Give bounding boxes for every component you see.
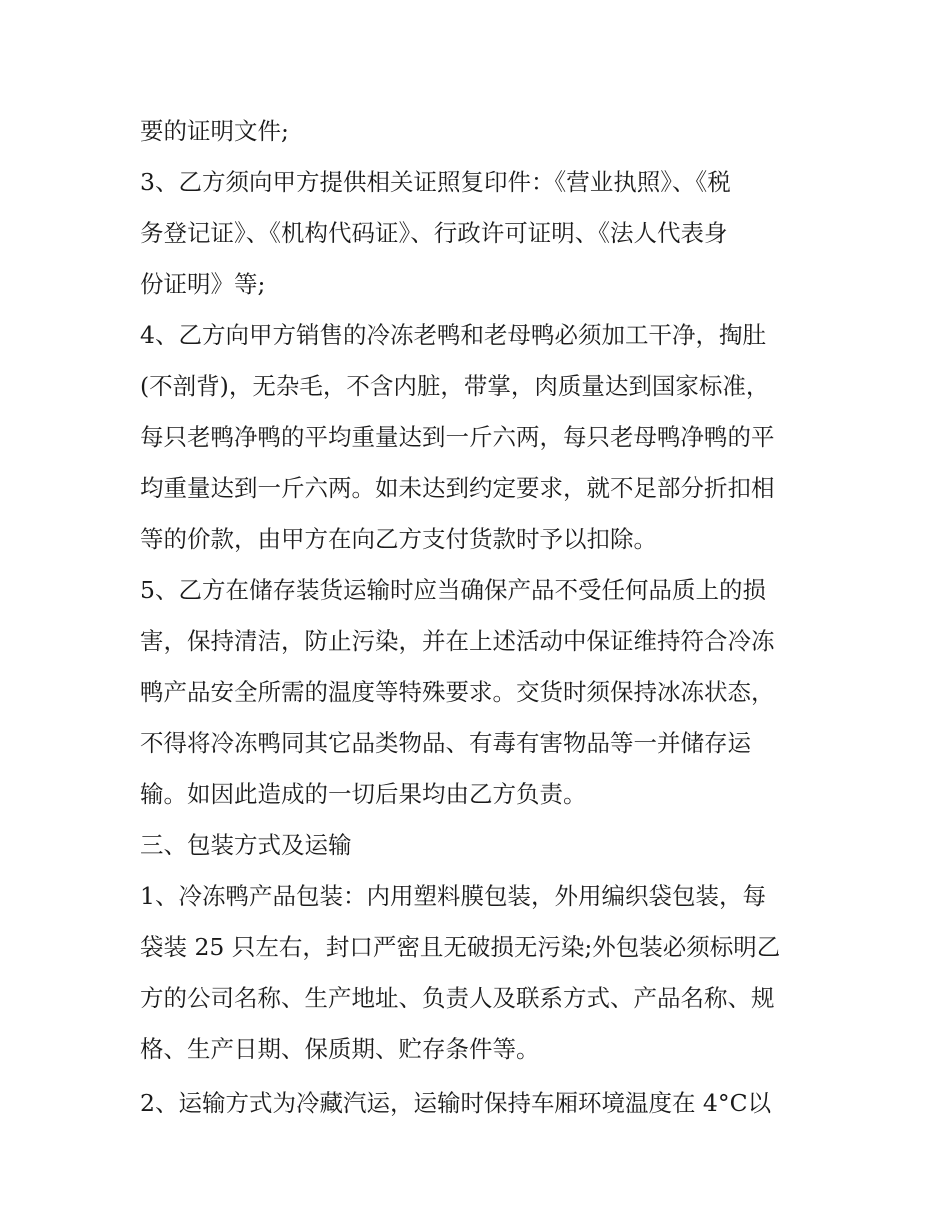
text-line: 3、乙方须向甲方提供相关证照复印件：《营业执照》、《税 <box>140 168 731 196</box>
text-line: 等的价款，由甲方在向乙方支付货款时予以扣除。 <box>140 525 657 553</box>
text-line: 鸭产品安全所需的温度等特殊要求。交货时须保持冰冻状态， <box>140 678 775 706</box>
text-line: 不得将冷冻鸭同其它品类物品、有毒有害物品等一并储存运 <box>140 729 751 757</box>
text-line: 份证明》等; <box>140 270 266 298</box>
text-line: 4、乙方向甲方销售的冷冻老鸭和老母鸭必须加工干净，掏肚 <box>140 321 766 349</box>
text-line: 5、乙方在储存装货运输时应当确保产品不受任何品质上的损 <box>140 576 766 604</box>
text-line: 害，保持清洁，防止污染，并在上述活动中保证维持符合冷冻 <box>140 627 775 655</box>
text-line: 袋装 25 只左右，封口严密且无破损无污染;外包装必须标明乙 <box>140 933 781 961</box>
text-line: 要的证明文件; <box>140 117 289 145</box>
text-line: 均重量达到一斤六两。如未达到约定要求，就不足部分折扣相 <box>140 474 775 502</box>
text-line: 2、运输方式为冷藏汽运，运输时保持车厢环境温度在 4°C以 <box>140 1089 772 1117</box>
text-line: (不剖背)，无杂毛，不含内脏，带掌，肉质量达到国家标准， <box>140 372 770 400</box>
text-line: 1、冷冻鸭产品包装：内用塑料膜包装，外用编织袋包装，每 <box>140 882 766 910</box>
text-line: 每只老鸭净鸭的平均重量达到一斤六两，每只老母鸭净鸭的平 <box>140 423 775 451</box>
document-body <box>140 106 820 1129</box>
text-line: 格、生产日期、保质期、贮存条件等。 <box>140 1035 540 1063</box>
text-line: 方的公司名称、生产地址、负责人及联系方式、产品名称、规 <box>140 984 775 1012</box>
text-line: 务登记证》、《机构代码证》、行政许可证明、《法人代表身 <box>140 219 728 247</box>
section-heading: 三、包装方式及运输 <box>140 831 352 859</box>
text-line: 输。如因此造成的一切后果均由乙方负责。 <box>140 780 587 808</box>
